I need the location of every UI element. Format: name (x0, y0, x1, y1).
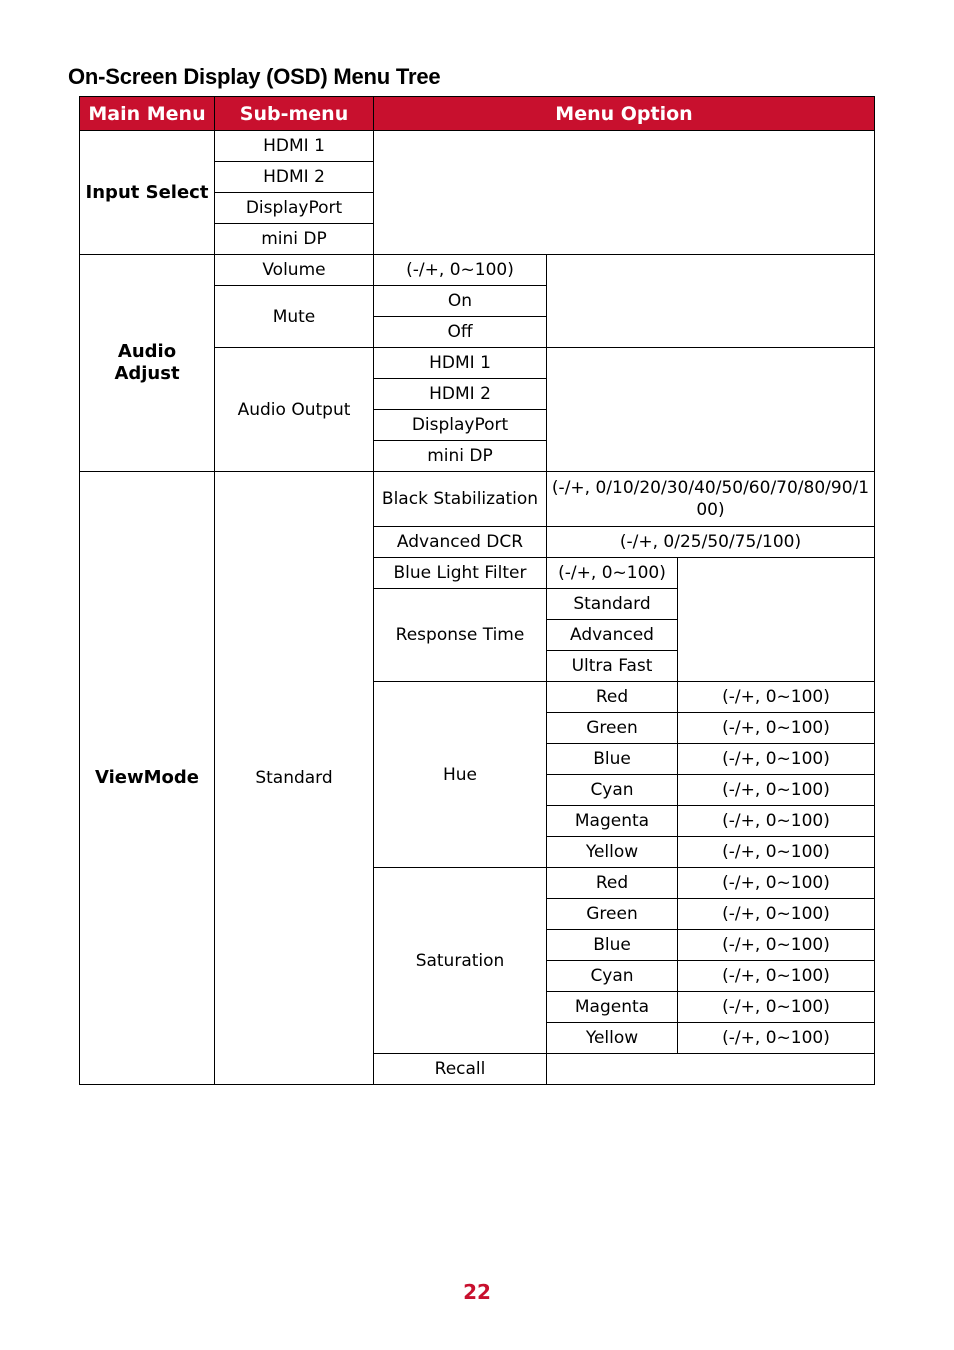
option-hue: Hue (374, 682, 547, 868)
empty-option-cell (547, 1054, 875, 1085)
saturation-color: Magenta (547, 992, 678, 1023)
empty-option-cell (547, 255, 875, 348)
saturation-value: (-/+, 0~100) (678, 899, 875, 930)
header-main-menu: Main Menu (80, 97, 215, 131)
hue-color: Red (547, 682, 678, 713)
hue-value: (-/+, 0~100) (678, 775, 875, 806)
option-item: Standard (547, 589, 678, 620)
hue-value: (-/+, 0~100) (678, 837, 875, 868)
submenu-item: DisplayPort (215, 193, 374, 224)
submenu-audio-output: Audio Output (215, 348, 374, 472)
option-value: (-/+, 0~100) (547, 558, 678, 589)
table-row (80, 255, 875, 286)
main-menu-audio-adjust: Audio Adjust (80, 255, 215, 472)
option-item: Advanced (547, 620, 678, 651)
option-blue-light-filter: Blue Light Filter (374, 558, 547, 589)
option-item: DisplayPort (374, 410, 547, 441)
hue-color: Blue (547, 744, 678, 775)
option-item: Off (374, 317, 547, 348)
table-header-row (80, 97, 875, 131)
submenu-item: mini DP (215, 224, 374, 255)
saturation-color: Green (547, 899, 678, 930)
table-row (80, 472, 875, 527)
main-menu-viewmode: ViewMode (80, 472, 215, 1085)
option-value: (-/+, 0/10/20/30/40/50/60/70/80/90/100) (547, 472, 875, 527)
option-black-stabilization: Black Stabilization (374, 472, 547, 527)
submenu-mute: Mute (215, 286, 374, 348)
saturation-value: (-/+, 0~100) (678, 992, 875, 1023)
saturation-value: (-/+, 0~100) (678, 961, 875, 992)
table-row (80, 131, 875, 162)
page-title: On-Screen Display (OSD) Menu Tree (68, 64, 441, 89)
header-sub-menu: Sub-menu (215, 97, 374, 131)
submenu-item: HDMI 2 (215, 162, 374, 193)
hue-value: (-/+, 0~100) (678, 682, 875, 713)
option-item: On (374, 286, 547, 317)
option-response-time: Response Time (374, 589, 547, 682)
saturation-color: Red (547, 868, 678, 899)
hue-value: (-/+, 0~100) (678, 744, 875, 775)
option-saturation: Saturation (374, 868, 547, 1054)
submenu-item: HDMI 1 (215, 131, 374, 162)
submenu-volume: Volume (215, 255, 374, 286)
osd-menu-tree-table (79, 96, 875, 1085)
empty-option-cell (678, 558, 875, 682)
hue-color: Yellow (547, 837, 678, 868)
hue-color: Green (547, 713, 678, 744)
option-recall: Recall (374, 1054, 547, 1085)
main-menu-input-select: Input Select (80, 131, 215, 255)
page-number: 22 (463, 1280, 491, 1304)
saturation-value: (-/+, 0~100) (678, 868, 875, 899)
saturation-value: (-/+, 0~100) (678, 930, 875, 961)
option-value: (-/+, 0~100) (374, 255, 547, 286)
saturation-color: Yellow (547, 1023, 678, 1054)
hue-color: Magenta (547, 806, 678, 837)
hue-value: (-/+, 0~100) (678, 713, 875, 744)
saturation-color: Blue (547, 930, 678, 961)
saturation-value: (-/+, 0~100) (678, 1023, 875, 1054)
saturation-color: Cyan (547, 961, 678, 992)
submenu-standard: Standard (215, 472, 374, 1085)
option-value: (-/+, 0/25/50/75/100) (547, 527, 875, 558)
header-menu-option: Menu Option (374, 97, 875, 131)
option-item: mini DP (374, 441, 547, 472)
option-item: HDMI 2 (374, 379, 547, 410)
option-item: Ultra Fast (547, 651, 678, 682)
empty-option-cell (374, 131, 875, 255)
empty-option-cell (547, 348, 875, 472)
option-item: HDMI 1 (374, 348, 547, 379)
option-advanced-dcr: Advanced DCR (374, 527, 547, 558)
hue-color: Cyan (547, 775, 678, 806)
hue-value: (-/+, 0~100) (678, 806, 875, 837)
